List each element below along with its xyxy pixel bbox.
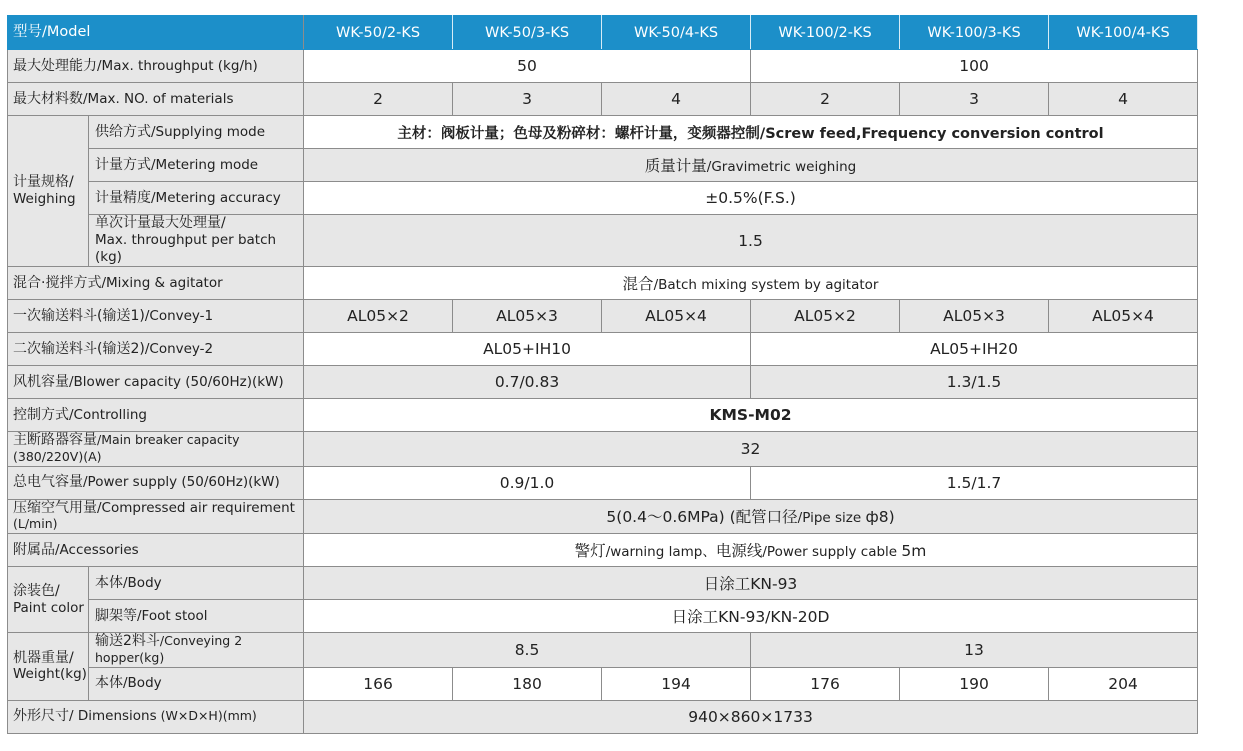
convey1-label: 一次输送料斗(输送1)/Convey-1: [8, 300, 304, 333]
weight-body-value: 204: [1049, 667, 1198, 700]
throughput-100: 100: [751, 50, 1198, 83]
batch-label: 单次计量最大处理量/ Max. throughput per batch (kg): [89, 215, 304, 267]
row-batch: [8, 215, 1198, 267]
row-accessories: [8, 534, 1198, 567]
row-metering-accuracy: [8, 182, 1198, 215]
convey1-value: AL05×4: [1049, 300, 1198, 333]
throughput-label: 最大处理能力/Max. throughput (kg/h): [8, 50, 304, 83]
weight-body-value: 194: [602, 667, 751, 700]
row-convey2: [8, 333, 1198, 366]
row-power: [8, 466, 1198, 499]
weight-body-value: 176: [751, 667, 900, 700]
weight-group-label: 机器重量/ Weight(kg): [8, 633, 89, 701]
power-50: 0.9/1.0: [304, 466, 751, 499]
row-materials: [8, 83, 1198, 116]
model-3: WK-50/4-KS: [602, 16, 751, 50]
weight-body-value: 190: [900, 667, 1049, 700]
spec-table: [7, 15, 1198, 734]
weight-body-value: 180: [453, 667, 602, 700]
mixing-label: 混合·搅拌方式/Mixing & agitator: [8, 267, 304, 300]
paint-group-label: 涂装色/ Paint color: [8, 567, 89, 633]
weight-hopper-50: 8.5: [304, 633, 751, 668]
materials-value: 4: [602, 83, 751, 116]
model-1: WK-50/2-KS: [304, 16, 453, 50]
row-blower: [8, 366, 1198, 399]
row-convey1: [8, 300, 1198, 333]
weight-body-label: 本体/Body: [89, 667, 304, 700]
convey2-50: AL05+IH10: [304, 333, 751, 366]
power-100: 1.5/1.7: [751, 466, 1198, 499]
supply-value: 主材：阀板计量；色母及粉碎材：螺杆计量，变频器控制/Screw feed,Frequency conversion control: [304, 116, 1198, 149]
convey1-value: AL05×2: [304, 300, 453, 333]
convey1-value: AL05×4: [602, 300, 751, 333]
paint-stool-label: 脚架等/Foot stool: [89, 600, 304, 633]
model-4: WK-100/2-KS: [751, 16, 900, 50]
row-paint-body: [8, 567, 1198, 600]
supply-label: 供给方式/Supplying mode: [89, 116, 304, 149]
power-label: 总电气容量/Power supply (50/60Hz)(kW): [8, 466, 304, 499]
mixing-value: 混合/Batch mixing system by agitator: [304, 267, 1198, 300]
materials-value: 2: [751, 83, 900, 116]
convey1-value: AL05×2: [751, 300, 900, 333]
dimensions-label: 外形尺寸/ Dimensions (W×D×H)(mm): [8, 700, 304, 733]
weighing-group-label: 计量规格/ Weighing: [8, 116, 89, 267]
batch-value: 1.5: [304, 215, 1198, 267]
control-label: 控制方式/Controlling: [8, 399, 304, 432]
breaker-label: 主断路器容量/Main breaker capacity (380/220V)(A): [8, 432, 304, 467]
row-throughput: [8, 50, 1198, 83]
metering-mode-value: 质量计量/Gravimetric weighing: [304, 149, 1198, 182]
row-breaker: [8, 432, 1198, 467]
model-label: 型号/Model: [8, 16, 304, 50]
dimensions-value: 940×860×1733: [304, 700, 1198, 733]
materials-value: 3: [453, 83, 602, 116]
metering-accuracy-label: 计量精度/Metering accuracy: [89, 182, 304, 215]
convey1-value: AL05×3: [900, 300, 1049, 333]
paint-body-value: 日涂工KN-93: [304, 567, 1198, 600]
materials-value: 4: [1049, 83, 1198, 116]
row-dimensions: [8, 700, 1198, 733]
blower-label: 风机容量/Blower capacity (50/60Hz)(kW): [8, 366, 304, 399]
paint-stool-value: 日涂工KN-93/KN-20D: [304, 600, 1198, 633]
blower-50: 0.7/0.83: [304, 366, 751, 399]
air-label: 压缩空气用量/Compressed air requirement (L/min): [8, 499, 304, 534]
metering-mode-label: 计量方式/Metering mode: [89, 149, 304, 182]
convey2-label: 二次输送料斗(输送2)/Convey-2: [8, 333, 304, 366]
model-6: WK-100/4-KS: [1049, 16, 1198, 50]
metering-accuracy-value: ±0.5%(F.S.): [304, 182, 1198, 215]
materials-label: 最大材料数/Max. NO. of materials: [8, 83, 304, 116]
control-value: KMS-M02: [304, 399, 1198, 432]
weight-hopper-label: 输送2料斗/Conveying 2 hopper(kg): [89, 633, 304, 668]
materials-value: 2: [304, 83, 453, 116]
row-weight-body: [8, 667, 1198, 700]
blower-100: 1.3/1.5: [751, 366, 1198, 399]
breaker-value: 32: [304, 432, 1198, 467]
weight-body-value: 166: [304, 667, 453, 700]
row-supply: [8, 116, 1198, 149]
materials-value: 3: [900, 83, 1049, 116]
row-mixing: [8, 267, 1198, 300]
convey1-value: AL05×3: [453, 300, 602, 333]
accessories-label: 附属品/Accessories: [8, 534, 304, 567]
row-control: [8, 399, 1198, 432]
weight-hopper-100: 13: [751, 633, 1198, 668]
accessories-value: 警灯/warning lamp、电源线/Power supply cable 5m: [304, 534, 1198, 567]
header-row: [8, 16, 1198, 50]
paint-body-label: 本体/Body: [89, 567, 304, 600]
air-value: 5(0.4～0.6MPa) (配管口径/Pipe size ф8): [304, 499, 1198, 534]
convey2-100: AL05+IH20: [751, 333, 1198, 366]
model-5: WK-100/3-KS: [900, 16, 1049, 50]
row-metering-mode: [8, 149, 1198, 182]
row-weight-hopper: [8, 633, 1198, 668]
row-paint-stool: [8, 600, 1198, 633]
row-air: [8, 499, 1198, 534]
model-2: WK-50/3-KS: [453, 16, 602, 50]
throughput-50: 50: [304, 50, 751, 83]
